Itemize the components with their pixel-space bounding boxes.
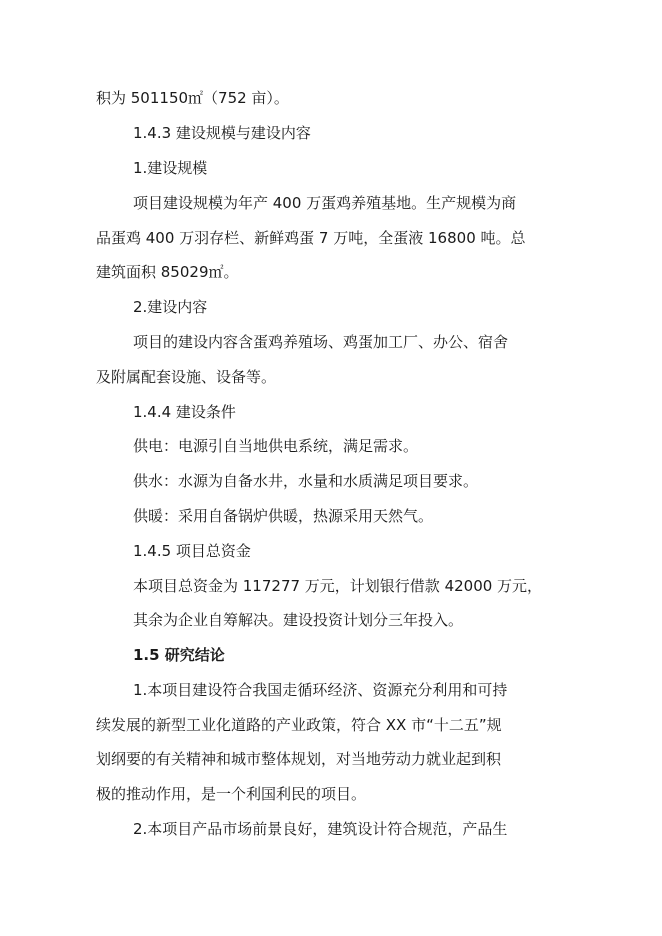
text-line: 项目的建设内容含蛋鸡养殖场、鸡蛋加工厂、办公、宿舍 — [133, 333, 509, 351]
text-line: 供水：水源为自备水井，水量和水质满足项目要求。 — [133, 472, 479, 490]
section-heading: 1.4.3 建设规模与建设内容 — [133, 124, 311, 142]
chapter-heading: 1.5 研究结论 — [133, 646, 225, 664]
section-heading: 1.4.5 项目总资金 — [133, 542, 251, 560]
text-line: 本项目总资金为 117277 万元，计划银行借款 42000 万元， — [133, 577, 543, 595]
text-line: 续发展的新型工业化道路的产业政策，符合 XX 市“十二五”规 — [96, 716, 502, 734]
text-line: 其余为企业自筹解决。建设投资计划分三年投入。 — [133, 611, 464, 629]
text-line: 项目建设规模为年产 400 万蛋鸡养殖基地。生产规模为商 — [133, 194, 517, 212]
text-line: 品蛋鸡 400 万羽存栏、新鲜鸡蛋 7 万吨，全蛋液 16800 吨。总 — [96, 229, 526, 247]
text-line: 及附属配套设施、设备等。 — [96, 368, 277, 386]
text-line: 2.本项目产品市场前景良好，建筑设计符合规范，产品生 — [133, 820, 508, 838]
text-line: 积为 501150㎡（752 亩）。 — [96, 89, 289, 107]
text-line: 1.本项目建设符合我国走循环经济、资源充分利用和可持 — [133, 681, 508, 699]
section-heading: 1.4.4 建设条件 — [133, 403, 236, 421]
text-line: 极的推动作用，是一个利国利民的项目。 — [96, 785, 367, 803]
subsection-heading: 1.建设规模 — [133, 159, 208, 177]
text-line: 建筑面积 85029㎡。 — [96, 263, 239, 281]
subsection-heading: 2.建设内容 — [133, 298, 208, 316]
text-line: 划纲要的有关精神和城市整体规划，对当地劳动力就业起到积 — [96, 750, 502, 768]
text-line: 供电：电源引自当地供电系统，满足需求。 — [133, 437, 419, 455]
text-line: 供暖：采用自备锅炉供暖，热源采用天然气。 — [133, 507, 434, 525]
